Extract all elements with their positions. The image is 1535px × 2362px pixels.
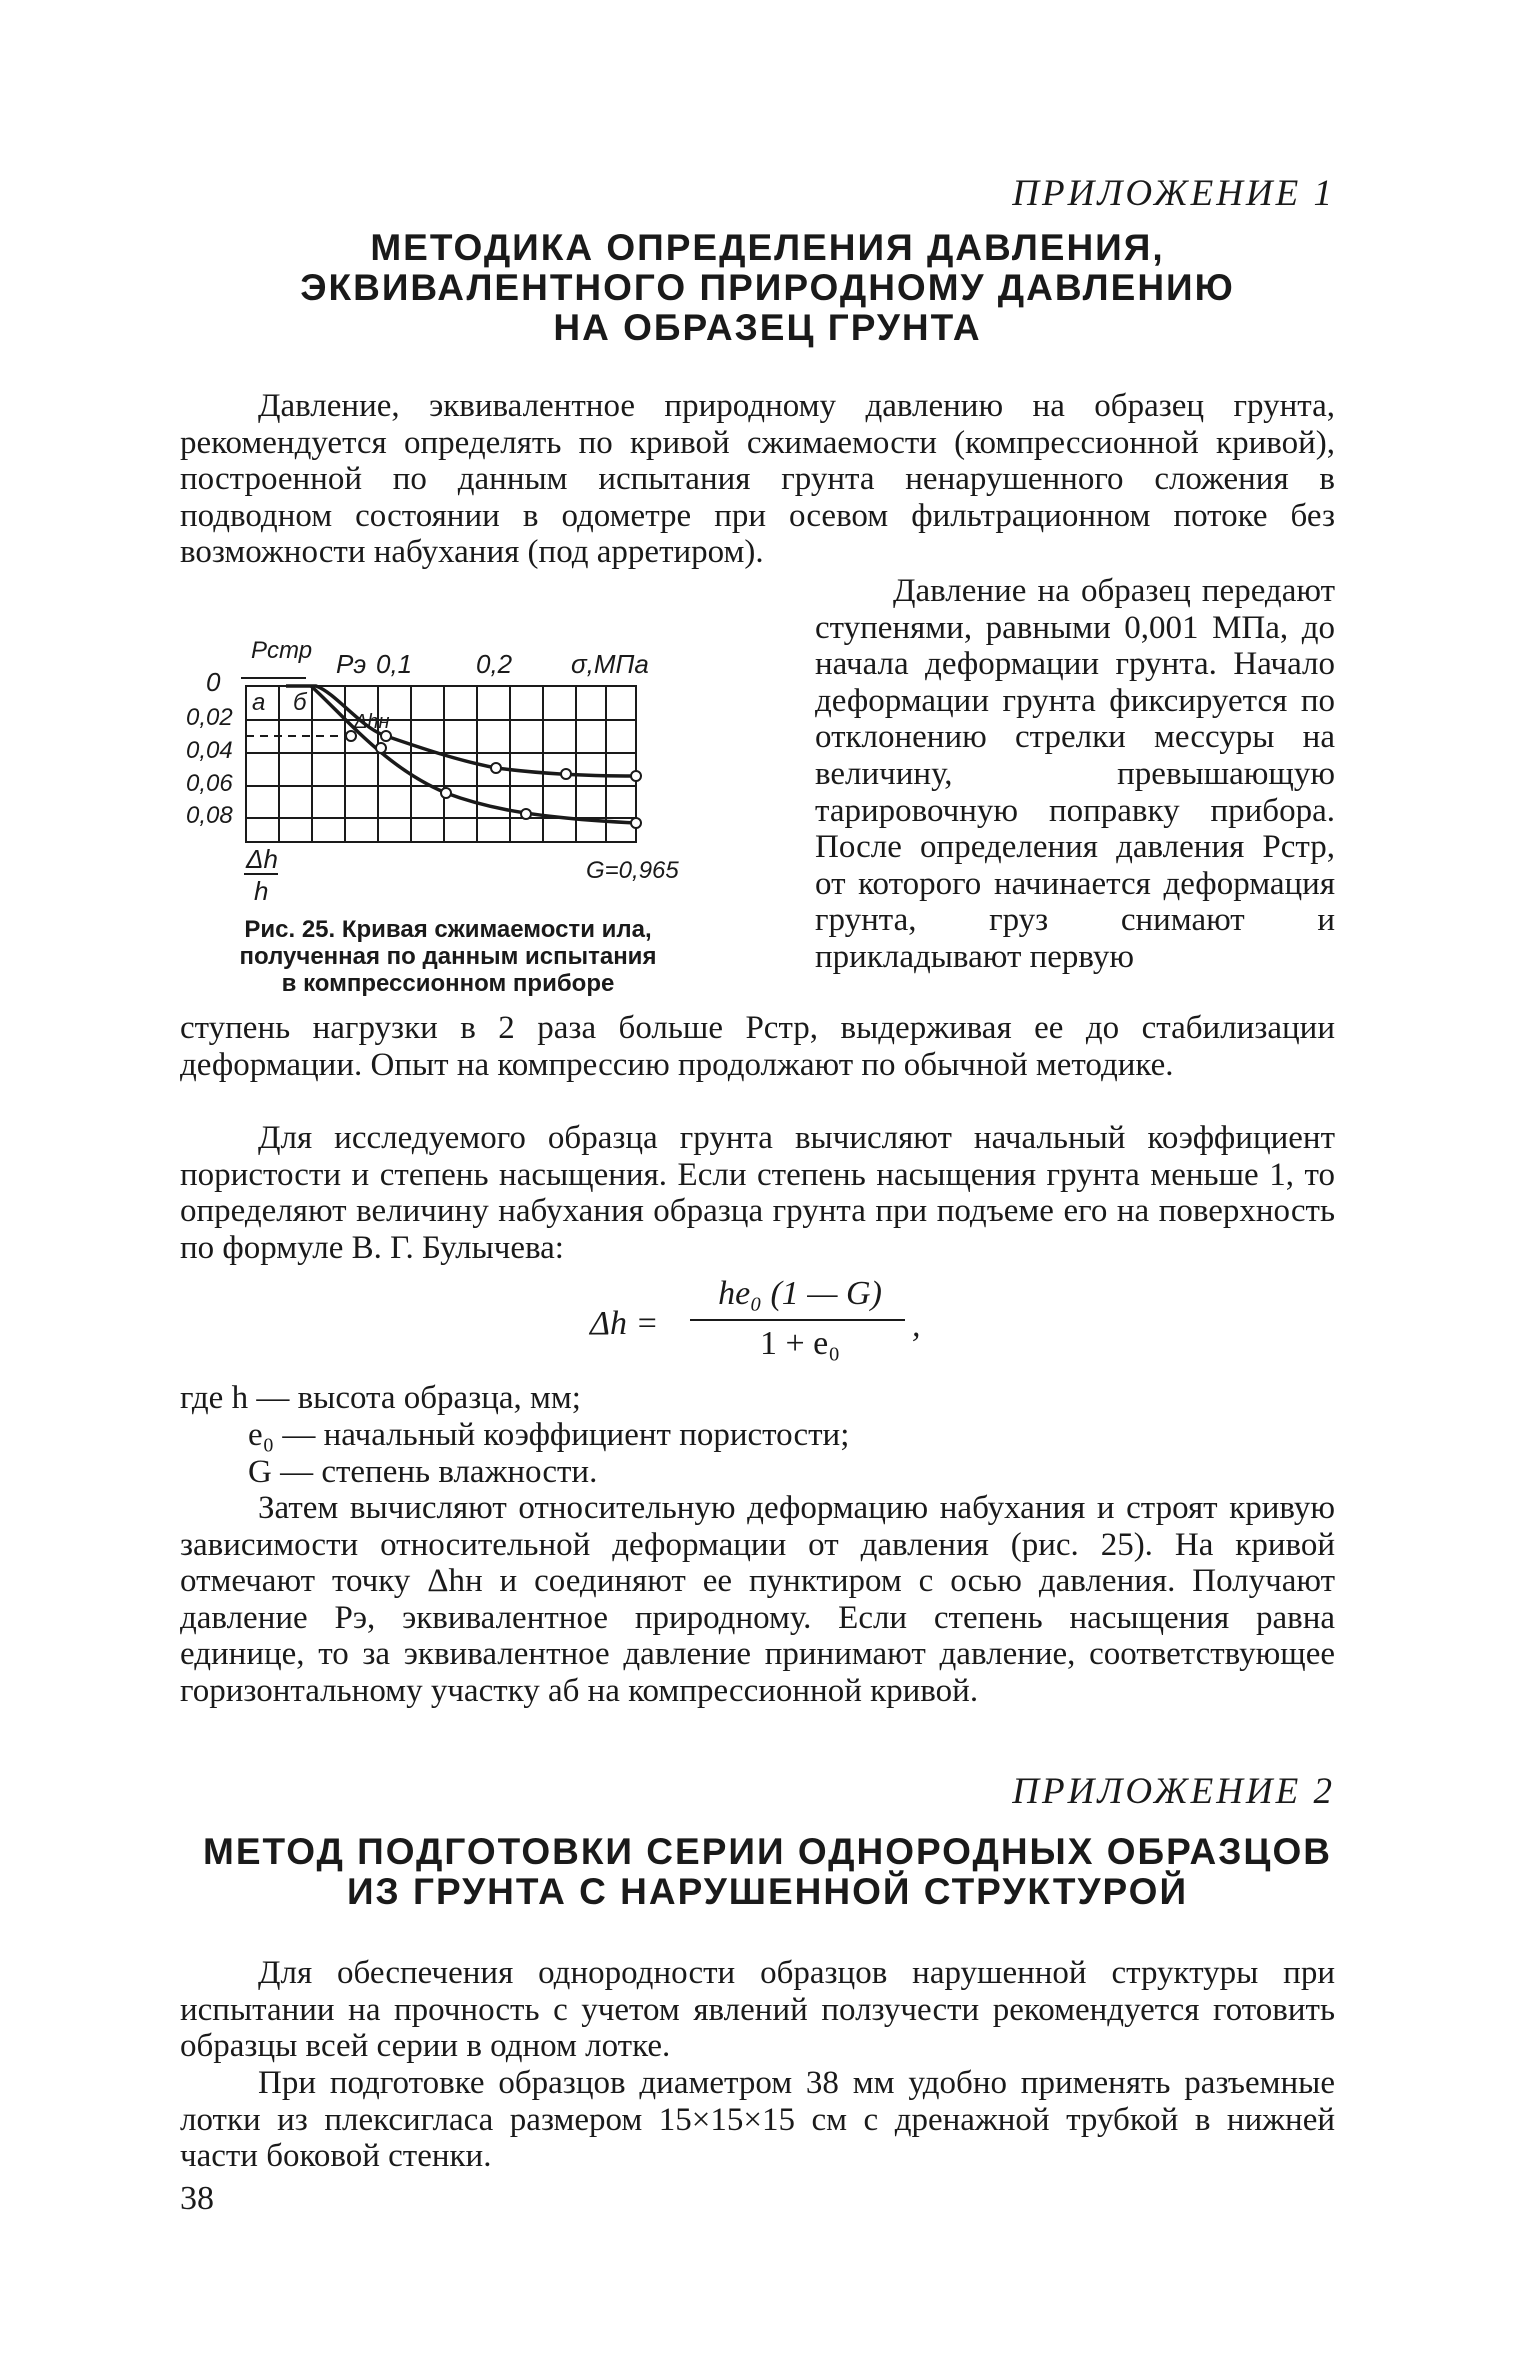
curve-markers — [346, 731, 641, 828]
paragraph-conclusion: Затем вычисляют относительную деформацию набухания и строят кривую зависимости относительной деформации от давления (рис. 25). На кривой отмечают точку Δhн и соединяют ее пунктиром с осью давления. Получают давление Pэ, эквивалентное природному. Если степень насыщения равна единице, то за эквивалентное давление принимают давление, соответствующее горизонтальному участку аб на компрессионной кривой. — [180, 1490, 1335, 1709]
page-number: 38 — [180, 2180, 214, 2217]
paragraph-uniformity: Для обеспечения однородности образцов нарушенной структуры при испытании на прочность с учетом явлений ползучести рекомендуется готовить образцы всей серии в одном лотке. — [180, 1955, 1335, 2065]
appendix-2-label: ПРИЛОЖЕНИЕ 2 — [1012, 1771, 1335, 1812]
axis-unit-label: σ,МПа — [571, 649, 649, 679]
appendix-2-title — [180, 1832, 1355, 1912]
title-line: ИЗ ГРУНТА С НАРУШЕННОЙ СТРУКТУРОЙ — [346, 1871, 1189, 1912]
compression-curve-chart — [186, 618, 746, 913]
label-p-e: Pэ — [336, 649, 367, 679]
formula-denominator: 1 + e₀ — [759, 1325, 841, 1362]
point-marker — [561, 769, 571, 779]
y-tick-label: 0,08 — [186, 802, 233, 829]
formula-numerator: he₀ (1 — G) — [718, 1275, 882, 1312]
y-axis-label-den: h — [254, 876, 269, 906]
legend-line: e₀ — начальный коэффициент пористости; — [248, 1417, 850, 1453]
title-line: МЕТОД ПОДГОТОВКИ СЕРИИ ОДНОРОДНЫХ ОБРАЗЦОВ — [203, 1831, 1332, 1872]
title-line: ЭКВИВАЛЕНТНОГО ПРИРОДНОМУ ДАВЛЕНИЮ — [300, 267, 1235, 308]
paragraph-intro: Давление, эквивалентное природному давлению на образец грунта, рекомендуется определять по кривой сжимаемости (компрессионной кривой), построенной по данным испытания грунта ненарушенного сложения в подводном состоянии в одометре при осевом фильтрационном потоке без возможности набухания (под арретиром). — [180, 388, 1335, 571]
figure-caption — [178, 916, 718, 997]
appendix-1-title — [180, 228, 1355, 348]
y-axis-label-num: Δh — [246, 844, 278, 874]
appendix-1-label: ПРИЛОЖЕНИЕ 1 — [1012, 173, 1335, 214]
fraction-bar — [690, 1319, 905, 1321]
formula-trail: , — [912, 1307, 921, 1344]
legend-line: где h — высота образца, мм; — [180, 1380, 581, 1416]
y-tick-label: 0,02 — [186, 704, 233, 731]
caption-line: в компрессионном приборе — [281, 970, 615, 997]
point-marker — [441, 788, 451, 798]
label-dhn: Δhн — [354, 711, 390, 733]
point-marker — [631, 771, 641, 781]
paragraph-porosity: Для исследуемого образца грунта вычисляют начальный коэффициент пористости и степень насыщения. Если степень насыщения грунта меньше 1, то определяют величину набухания образца грунта при подъеме его на поверхность по формуле В. Г. Булычева: — [180, 1120, 1335, 1266]
paragraph-continued: ступень нагрузки в 2 раза больше Pстр, выдерживая ее до стабилизации деформации. Опыт на компрессию продолжают по обычной методике. — [180, 1010, 1335, 1083]
formula-lhs: Δh = — [590, 1305, 659, 1342]
title-line: МЕТОДИКА ОПРЕДЕЛЕНИЯ ДАВЛЕНИЯ, — [370, 227, 1165, 268]
caption-line: полученная по данным испытания — [239, 943, 657, 970]
point-marker — [631, 818, 641, 828]
formula — [590, 1275, 970, 1375]
tick-label-02: 0,2 — [476, 649, 513, 679]
label-a: а — [252, 689, 266, 716]
formula-legend — [180, 1380, 1280, 1491]
curve-lower — [311, 686, 636, 823]
title-line: НА ОБРАЗЕЦ ГРУНТА — [553, 307, 982, 348]
paragraph-side: Давление на образец передают ступенями, равными 0,001 МПа, до начала деформации грунта. Начало деформации грунта фиксируется по отклонению стрелки мессуры на величину, превышающую тарировочную поправку прибора. После определения давления Pстр, от которого начинается деформация грунта, груз снимают и прикладывают первую — [815, 573, 1335, 975]
point-marker — [491, 763, 501, 773]
label-g-value: G=0,965 — [586, 857, 679, 884]
label-p-str: Pстр — [251, 637, 313, 664]
label-b: б — [293, 689, 307, 716]
y-tick-label: 0,04 — [186, 737, 233, 764]
point-marker — [521, 809, 531, 819]
y-tick-label: 0,06 — [186, 770, 233, 797]
point-marker — [376, 743, 386, 753]
tick-label-01: 0,1 — [376, 649, 413, 679]
caption-line: Рис. 25. Кривая сжимаемости ила, — [244, 916, 652, 943]
paragraph-trays: При подготовке образцов диаметром 38 мм удобно применять разъемные лотки из плексигласа размером 15×15×15 см с дренажной трубкой в нижней части боковой стенки. — [180, 2065, 1335, 2175]
legend-line: G — степень влажности. — [248, 1454, 598, 1490]
y-zero-label: 0 — [206, 667, 221, 697]
curve-upper — [286, 686, 636, 776]
figure-25 — [186, 618, 746, 913]
